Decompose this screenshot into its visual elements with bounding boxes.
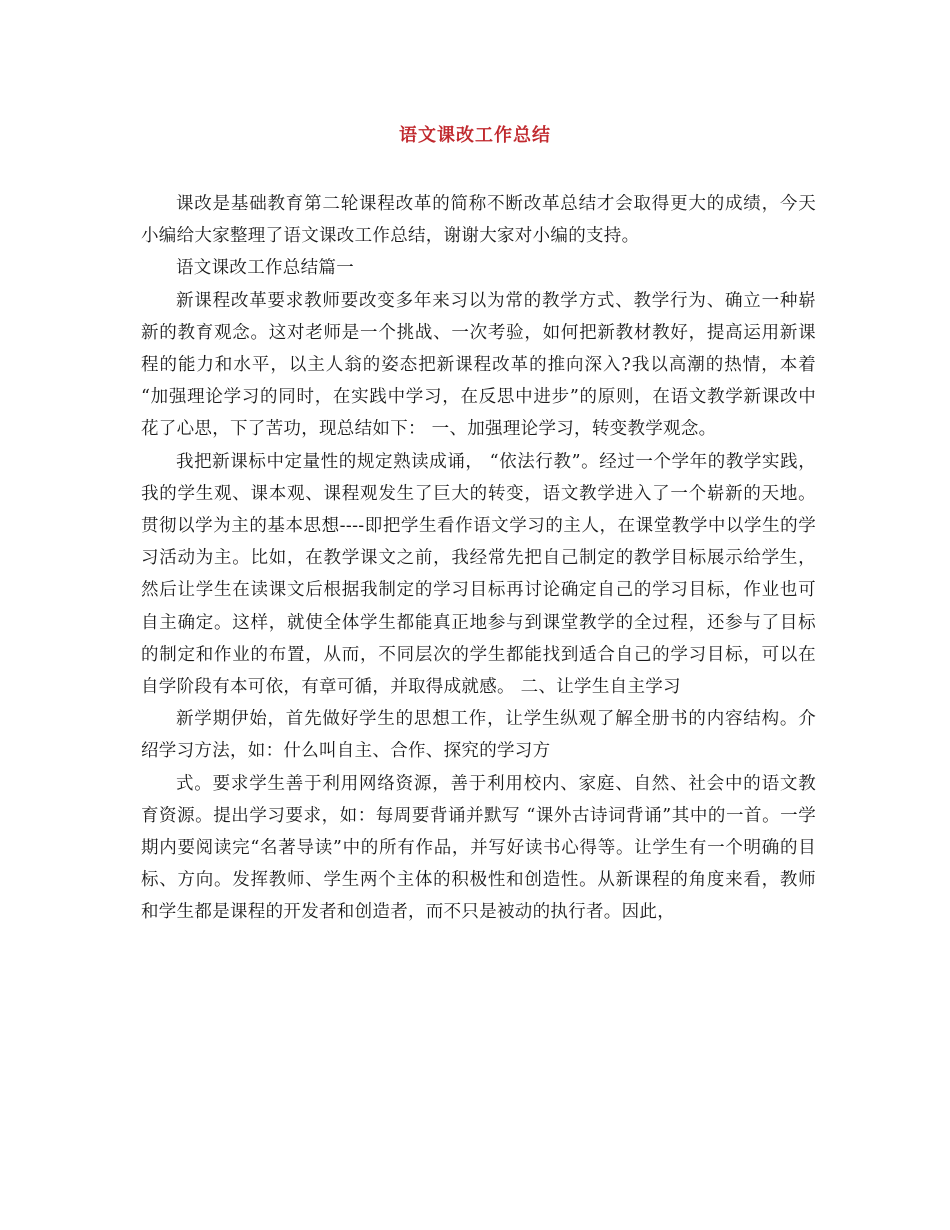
paragraph: 我把新课标中定量性的规定熟读成诵， “依法行教”。经过一个学年的教学实践，我的学生观、课本观、课程观发生了巨大的转变，语文教学进入了一个崭新的天地。贯彻以学为主的基本思想----即把学生看作语文学习的主人，在课堂教学中以学生的学习活动为主。比如，在教学课文之前，我经常先把自己制定的教学目标展示给学生，然后让学生在读课文后根据我制定的学习目标再讨论确定自己的学习目标，作业也可自主确定。这样，就使全体学生都能真正地参与到课堂教学的全过程，还参与了目标的制定和作业的布置，从而，不同层次的学生都能找到适合自己的学习目标，可以在自学阶段有本可依，有章可循，并取得成就感。 二、让学生自主学习 <box>141 451 816 698</box>
paragraph: 新课程改革要求教师要改变多年来习以为常的教学方式、教学行为、确立一种崭新的教育观念。这对老师是一个挑战、一次考验，如何把新教材教好，提高运用新课程的能力和水平，以主人翁的姿态把新课程改革的推向深入?我以高潮的热情，本着 “加强理论学习的同时，在实践中学习，在反思中进步”的原则，在语文教学新课改中花了心思，下了苦功，现总结如下： 一、加强理论学习，转变教学观念。 <box>141 290 816 440</box>
paragraph: 新学期伊始，首先做好学生的思想工作，让学生纵观了解全册书的内容结构。介绍学习方法，如：什么叫自主、合作、探究的学习方 <box>141 709 816 762</box>
document-body <box>141 188 816 929</box>
paragraph-intro: 课改是基础教育第二轮课程改革的简称不断改革总结才会取得更大的成绩，今天小编给大家整理了语文课改工作总结，谢谢大家对小编的支持。 <box>141 194 816 247</box>
section-heading: 语文课改工作总结篇一 <box>176 258 354 279</box>
document-title: 语文课改工作总结 <box>399 125 551 146</box>
paragraph: 式。要求学生善于利用网络资源，善于利用校内、家庭、自然、社会中的语文教育资源。提出学习要求，如：每周要背诵并默写 “课外古诗词背诵”其中的一首。一学期内要阅读完“名著导读”中的所有作品，并写好读书心得等。让学生有一个明确的目标、方向。发挥教师、学生两个主体的积极性和创造性。从新课程的角度来看，教师和学生都是课程的开发者和创造者，而不只是被动的执行者。因此， <box>141 773 816 923</box>
